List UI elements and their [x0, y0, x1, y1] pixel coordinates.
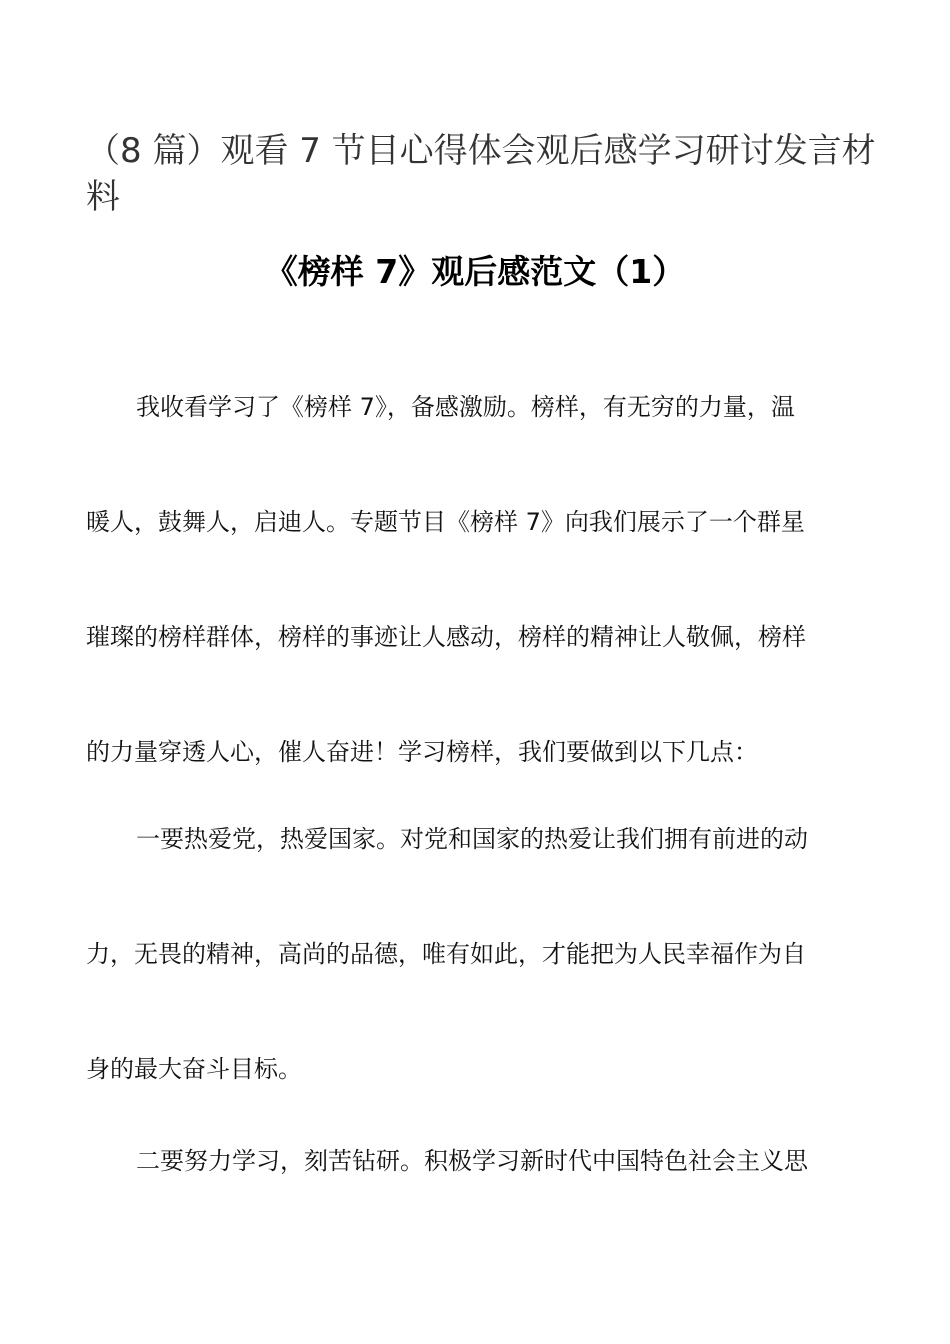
paragraph-line: 力，无畏的精神，高尚的品德，唯有如此，才能把为人民幸福作为自: [86, 940, 806, 968]
section-heading: 《榜样 7》观后感范文（1）: [264, 252, 686, 291]
paragraph-1: [86, 390, 876, 769]
document-title: （8 篇）观看 7 节目心得体会观后感学习研讨发言材料: [86, 131, 876, 217]
paragraph-line: 二要努力学习，刻苦钻研。积极学习新时代中国特色社会主义思: [136, 1147, 808, 1175]
paragraph-line: 身的最大奋斗目标。: [86, 1055, 302, 1083]
paragraph-line: 璀璨的榜样群体，榜样的事迹让人感动，榜样的精神让人敬佩，榜样: [86, 623, 806, 651]
paragraph-2: [86, 822, 876, 1086]
paragraph-line: 我收看学习了《榜样 7》，备感激励。榜样，有无穷的力量，温: [136, 393, 795, 421]
paragraph-3: [86, 1144, 876, 1178]
paragraph-line: 一要热爱党，热爱国家。对党和国家的热爱让我们拥有前进的动: [136, 825, 808, 853]
paragraph-line: 的力量穿透人心，催人奋进！学习榜样，我们要做到以下几点：: [86, 738, 758, 766]
paragraph-line: 暖人，鼓舞人，启迪人。专题节目《榜样 7》向我们展示了一个群星: [86, 508, 805, 536]
